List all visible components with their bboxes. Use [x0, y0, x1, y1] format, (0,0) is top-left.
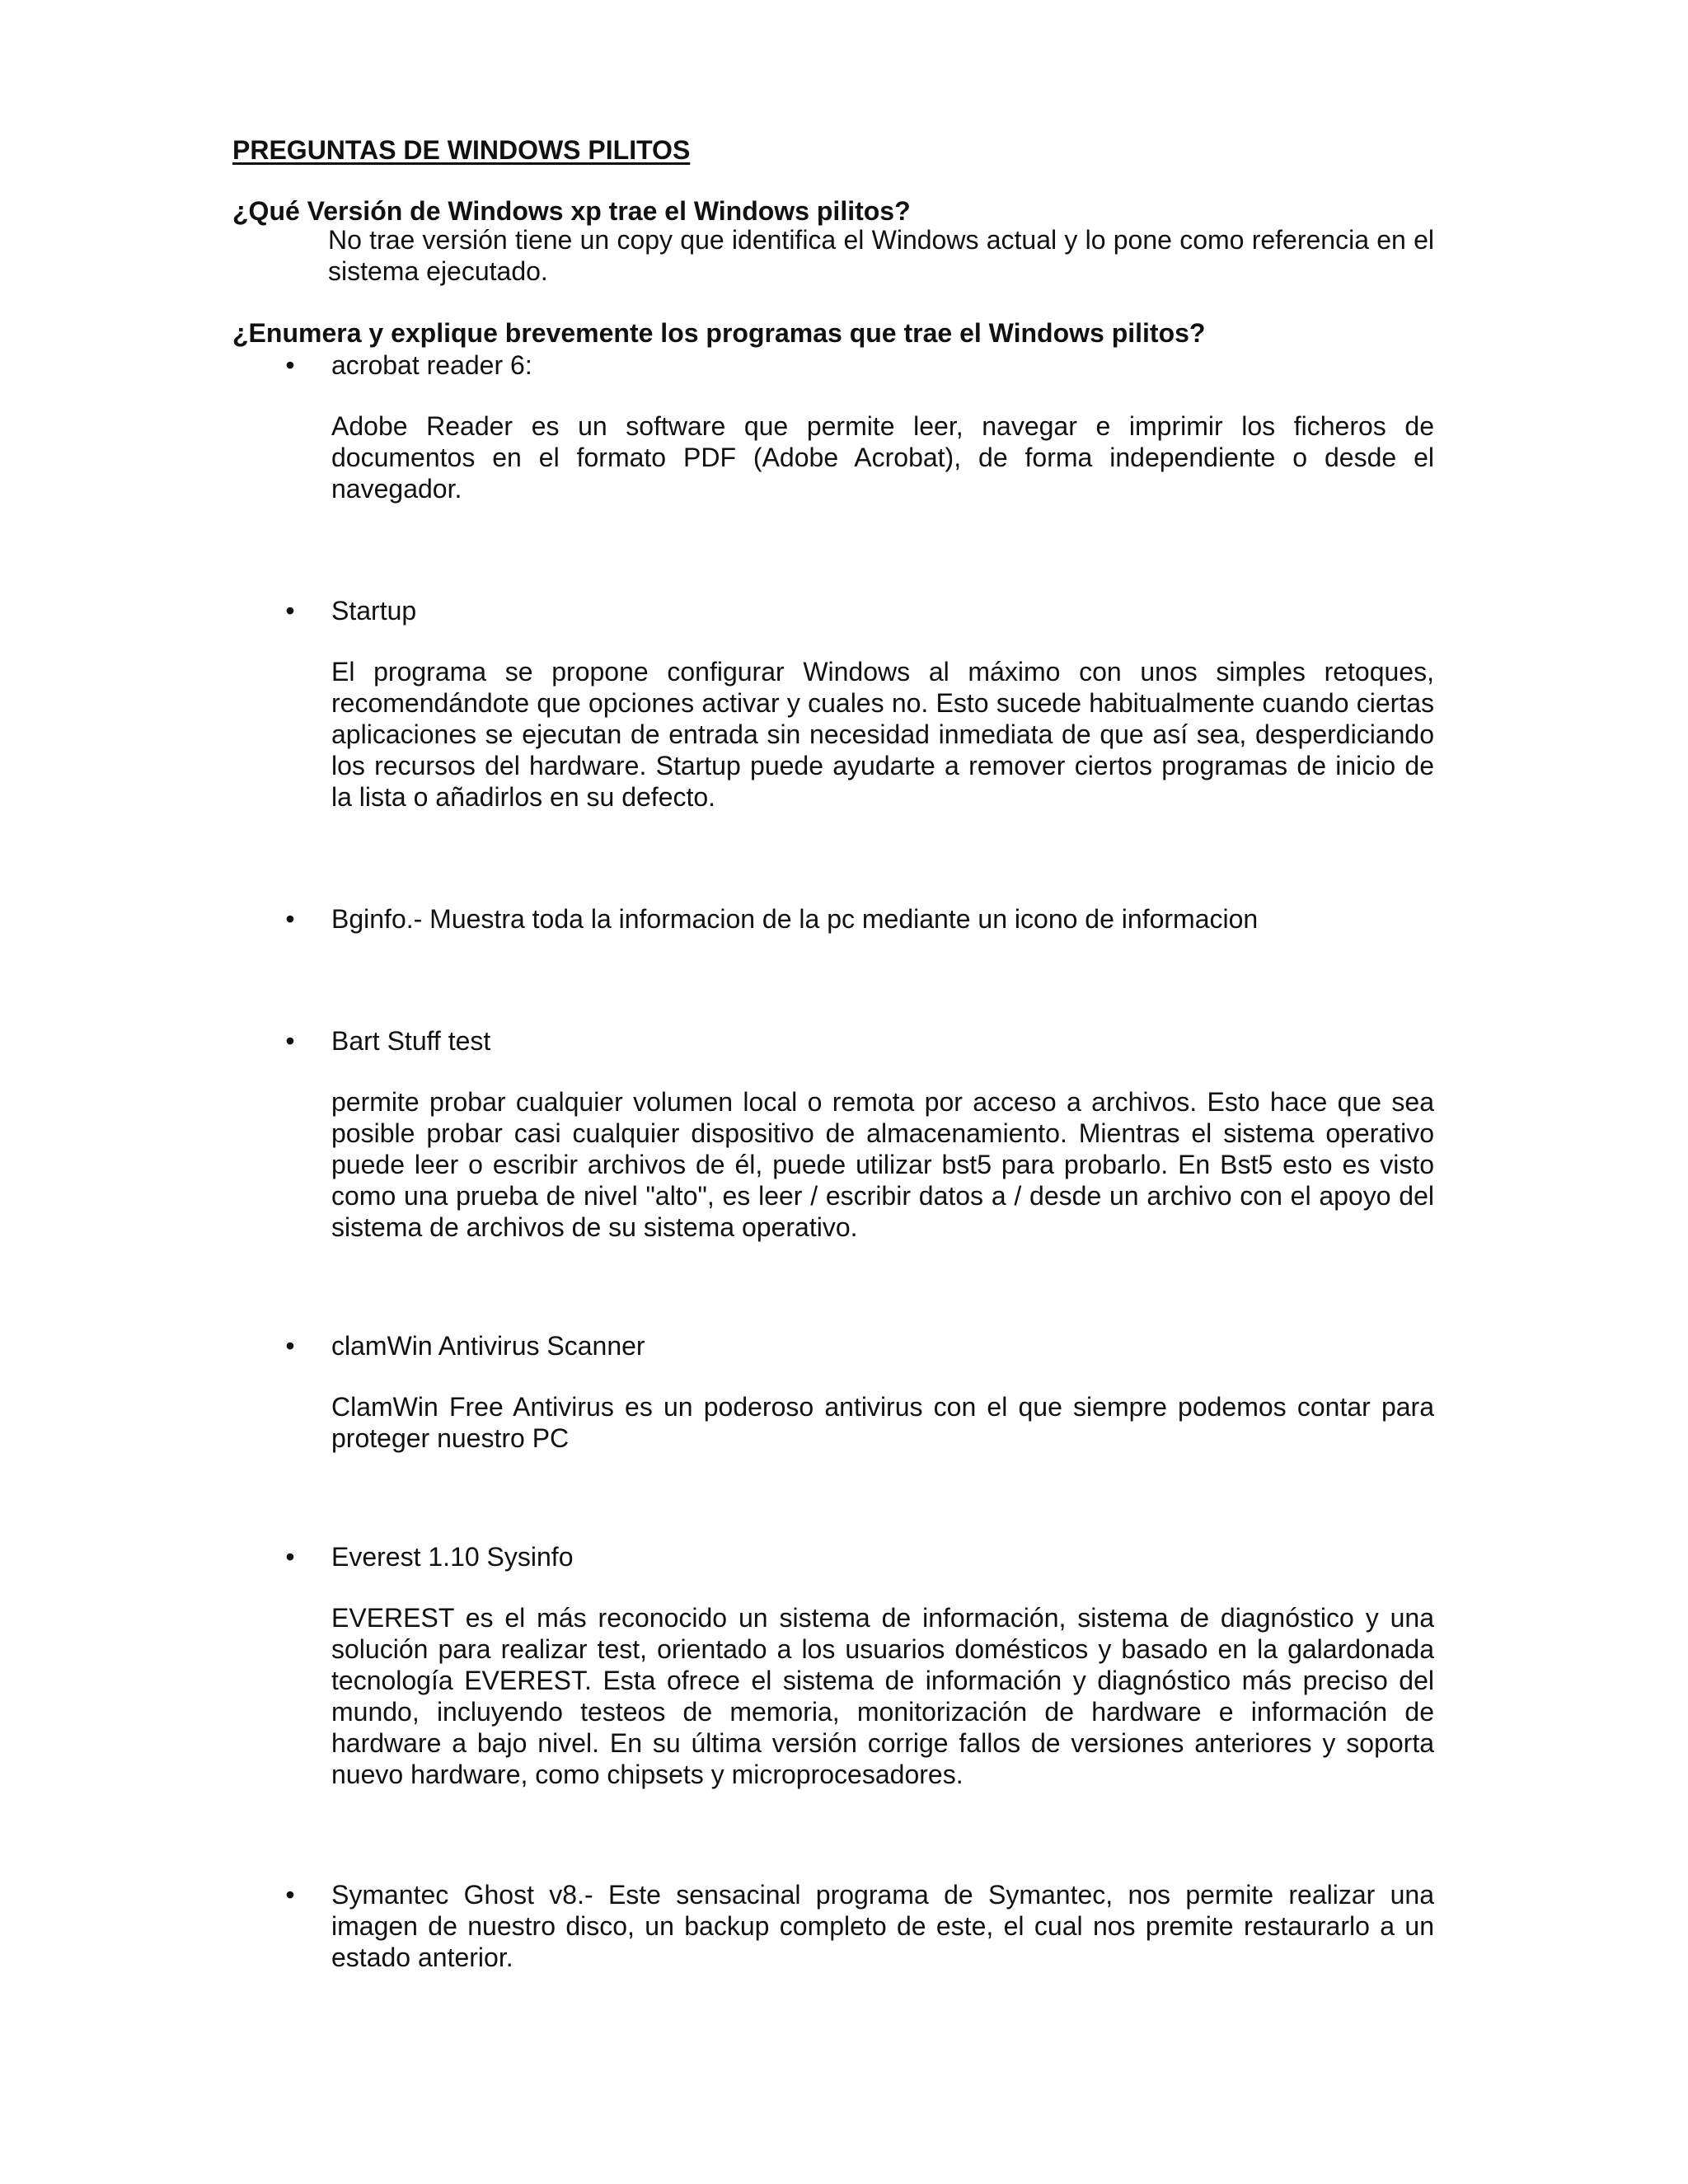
- question-version: ¿Qué Versión de Windows xp trae el Windows pilitos?: [232, 196, 911, 226]
- bullet-icon: •: [285, 1880, 295, 1910]
- program-name: clamWin Antivirus Scanner: [331, 1331, 645, 1361]
- program-description: Adobe Reader es un software que permite leer, navegar e imprimir los ficheros de documentos en el formato PDF (Adobe Acrobat), de forma independiente o desde el navegador.: [331, 411, 1434, 504]
- program-name: Bginfo.- Muestra toda la informacion de la pc mediante un icono de informacion: [331, 904, 1259, 934]
- bullet-icon: •: [285, 596, 295, 626]
- program-name: Startup: [331, 596, 417, 626]
- program-description: EVEREST es el más reconocido un sistema de información, sistema de diagnóstico y una solución para realizar test, orientado a los usuarios domésticos y basado en la galardonada tecnología EVEREST. Esta ofrece el sistema de información y diagnóstico más preciso del mundo, incluyendo testeos de memoria, monitorización de hardware e información de hardware a bajo nivel. En su última versión corrige fallos de versiones anteriores y soporta nuevo hardware, como chipsets y microprocesadores.: [331, 1603, 1434, 1789]
- bullet-icon: •: [285, 1331, 295, 1361]
- bullet-icon: •: [285, 1542, 295, 1572]
- bullet-icon: •: [285, 1026, 295, 1056]
- program-description: El programa se propone configurar Windows al máximo con unos simples retoques, recomendándote que opciones activar y cuales no. Esto sucede habitualmente cuando ciertas aplicaciones se ejecutan de entrada sin necesidad inmediata de que así sea, desperdiciando los recursos del hardware. Startup puede ayudarte a remover ciertos programas de inicio de la lista o añadirlos en su defecto.: [331, 657, 1434, 812]
- program-name: Symantec Ghost v8.- Este sensacinal programa de Symantec, nos permite realizar una imagen de nuestro disco, un backup completo de este, el cual nos premite restaurarlo a un estado anterior.: [331, 1880, 1434, 1972]
- question-programs: ¿Enumera y explique brevemente los programas que trae el Windows pilitos?: [232, 318, 1206, 348]
- program-name: Bart Stuff test: [331, 1026, 491, 1056]
- bullet-icon: •: [285, 904, 295, 934]
- document-title: PREGUNTAS DE WINDOWS PILITOS: [232, 135, 691, 165]
- program-description: ClamWin Free Antivirus es un poderoso antivirus con el que siempre podemos contar para proteger nuestro PC: [331, 1392, 1434, 1453]
- program-name: acrobat reader 6:: [331, 350, 532, 380]
- program-name: Everest 1.10 Sysinfo: [331, 1542, 574, 1572]
- bullet-icon: •: [285, 350, 295, 380]
- answer-version: No trae versión tiene un copy que identifica el Windows actual y lo pone como referencia en el sistema ejecutado.: [328, 225, 1434, 286]
- program-description: permite probar cualquier volumen local o remota por acceso a archivos. Esto hace que sea posible probar casi cualquier dispositivo de almacenamiento. Mientras el sistema operativo puede leer o escribir archivos de él, puede utilizar bst5 para probarlo. En Bst5 esto es visto como una prueba de nivel "alto", es leer / escribir datos a / desde un archivo con el apoyo del sistema de archivos de su sistema operativo.: [331, 1087, 1434, 1242]
